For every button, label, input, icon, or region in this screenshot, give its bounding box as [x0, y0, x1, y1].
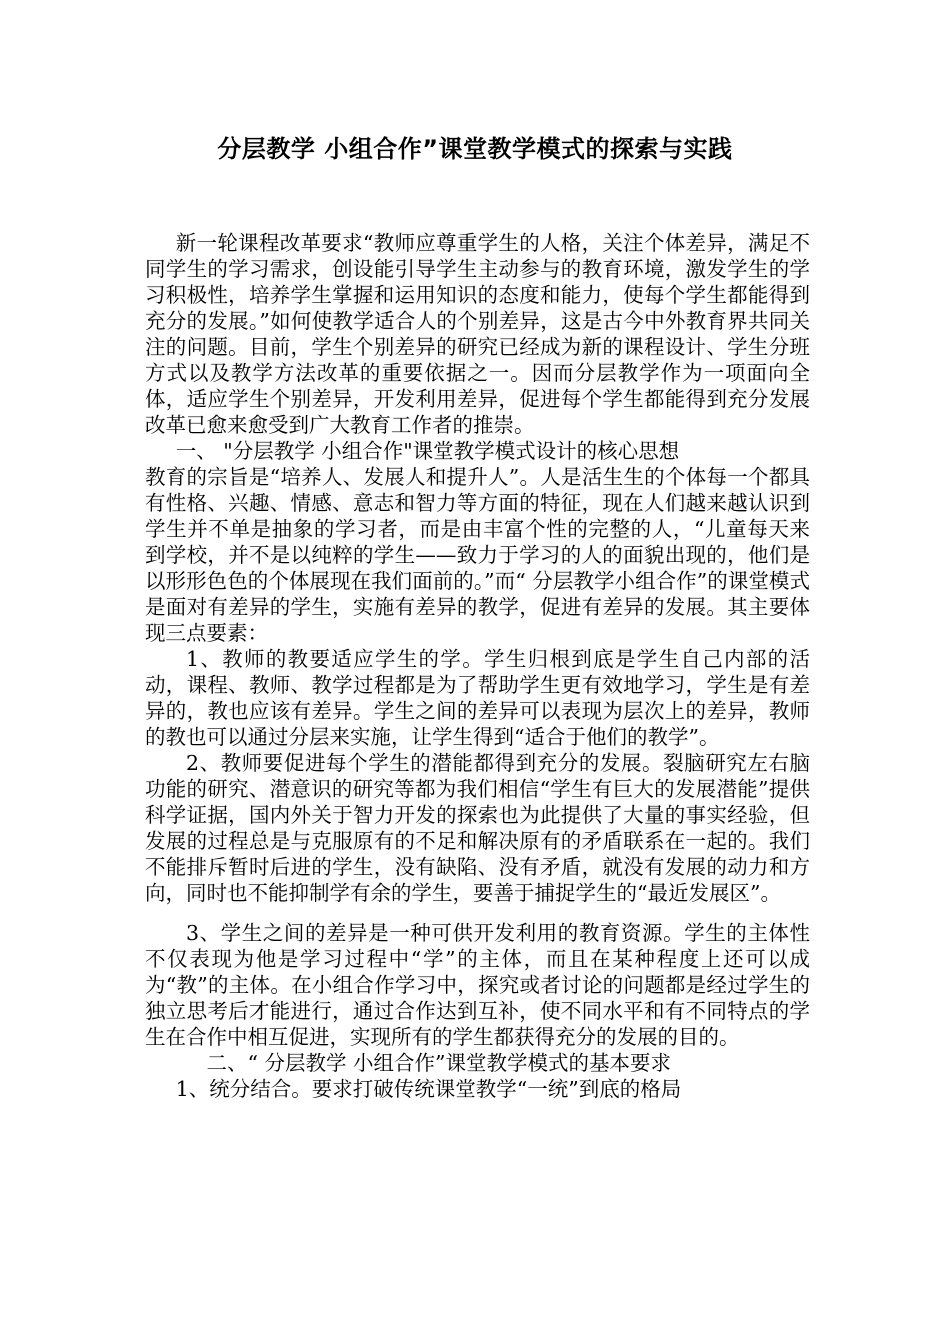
- document-title: 分层教学 小组合作”课堂教学模式的探索与实践: [217, 135, 733, 163]
- paragraph-point-1: 1、教师的教要适应学生的学。学生归根到底是学生自己内部的活动，课程、教师、教学过程都是为了帮助学生更有效地学习，学生是有差异的，教也应该有差异。学生之间的差异可以表现为层次上的差异，教师的教也可以通过分层来实施，让学生得到“适合于他们的教学”。: [145, 647, 810, 749]
- section-heading-2: 二、“ 分层教学 小组合作”课堂教学模式的基本要求: [206, 1051, 671, 1075]
- paragraph-point-2: 2、教师要促进每个学生的潜能都得到充分的发展。裂脑研究左右脑功能的研究、潜意识的研究等都为我们相信“学生有巨大的发展潜能”提供科学证据，国内外关于智力开发的探索也为此提供了大量的事实经验，但发展的过程总是与克服原有的不足和解决原有的矛盾联系在一起的。我们不能排斥暂时后进的学生，没有缺陷、没有矛盾，就没有发展的动力和方向，同时也不能抑制学有余的学生，要善于捕捉学生的“最近发展区”。: [145, 751, 810, 905]
- document-body: [145, 230, 810, 1102]
- paragraph-section-1: 教育的宗旨是“培养人、发展人和提升人”。人是活生生的个体每一个都具有性格、兴趣、情感、意志和智力等方面的特征，现在人们越来越认识到学生并不单是抽象的学习者，而是由丰富个性的完整的人，“儿童每天来到学校，并不是以纯粹的学生——致力于学习的人的面貌出现的，他们是以形形色色的个体展现在我们面前的。”而“ 分层教学小组合作”的课堂模式是面对有差异的学生，实施有差异的教学，促进有差异的发展。其主要体现三点要素：: [145, 465, 810, 645]
- paragraph-requirement-1: 1、统分结合。要求打破传统课堂教学“一统”到底的格局: [175, 1077, 682, 1101]
- paragraph-intro: 新一轮课程改革要求“教师应尊重学生的人格，关注个体差异，满足不同学生的学习需求，创设能引导学生主动参与的教育环境，激发学生的学习积极性，培养学生掌握和运用知识的态度和能力，使每个学生都能得到充分的发展。”如何使教学适合人的个别差异，这是古今中外教育界共同关注的问题。目前，学生个别差异的研究已经成为新的课程设计、学生分班方式以及教学方法改革的重要依据之一。因而分层教学作为一项面向全体，适应学生个别差异，开发利用差异，促进每个学生都能得到充分发展改革已愈来愈受到广大教育工作者的推崇。: [145, 231, 810, 437]
- section-heading-1: 一、 "分层教学 小组合作"课堂教学模式设计的核心思想: [175, 439, 680, 463]
- paragraph-point-3: 3、学生之间的差异是一种可供开发利用的教育资源。学生的主体性不仅表现为他是学习过程中“学”的主体，而且在某种程度上还可以成为“教”的主体。在小组合作学习中，探究或者讨论的问题都是经过学生的独立思考后才能进行，通过合作达到互补，使不同水平和有不同特点的学生在合作中相互促进，实现所有的学生都获得充分的发展的目的。: [145, 921, 810, 1049]
